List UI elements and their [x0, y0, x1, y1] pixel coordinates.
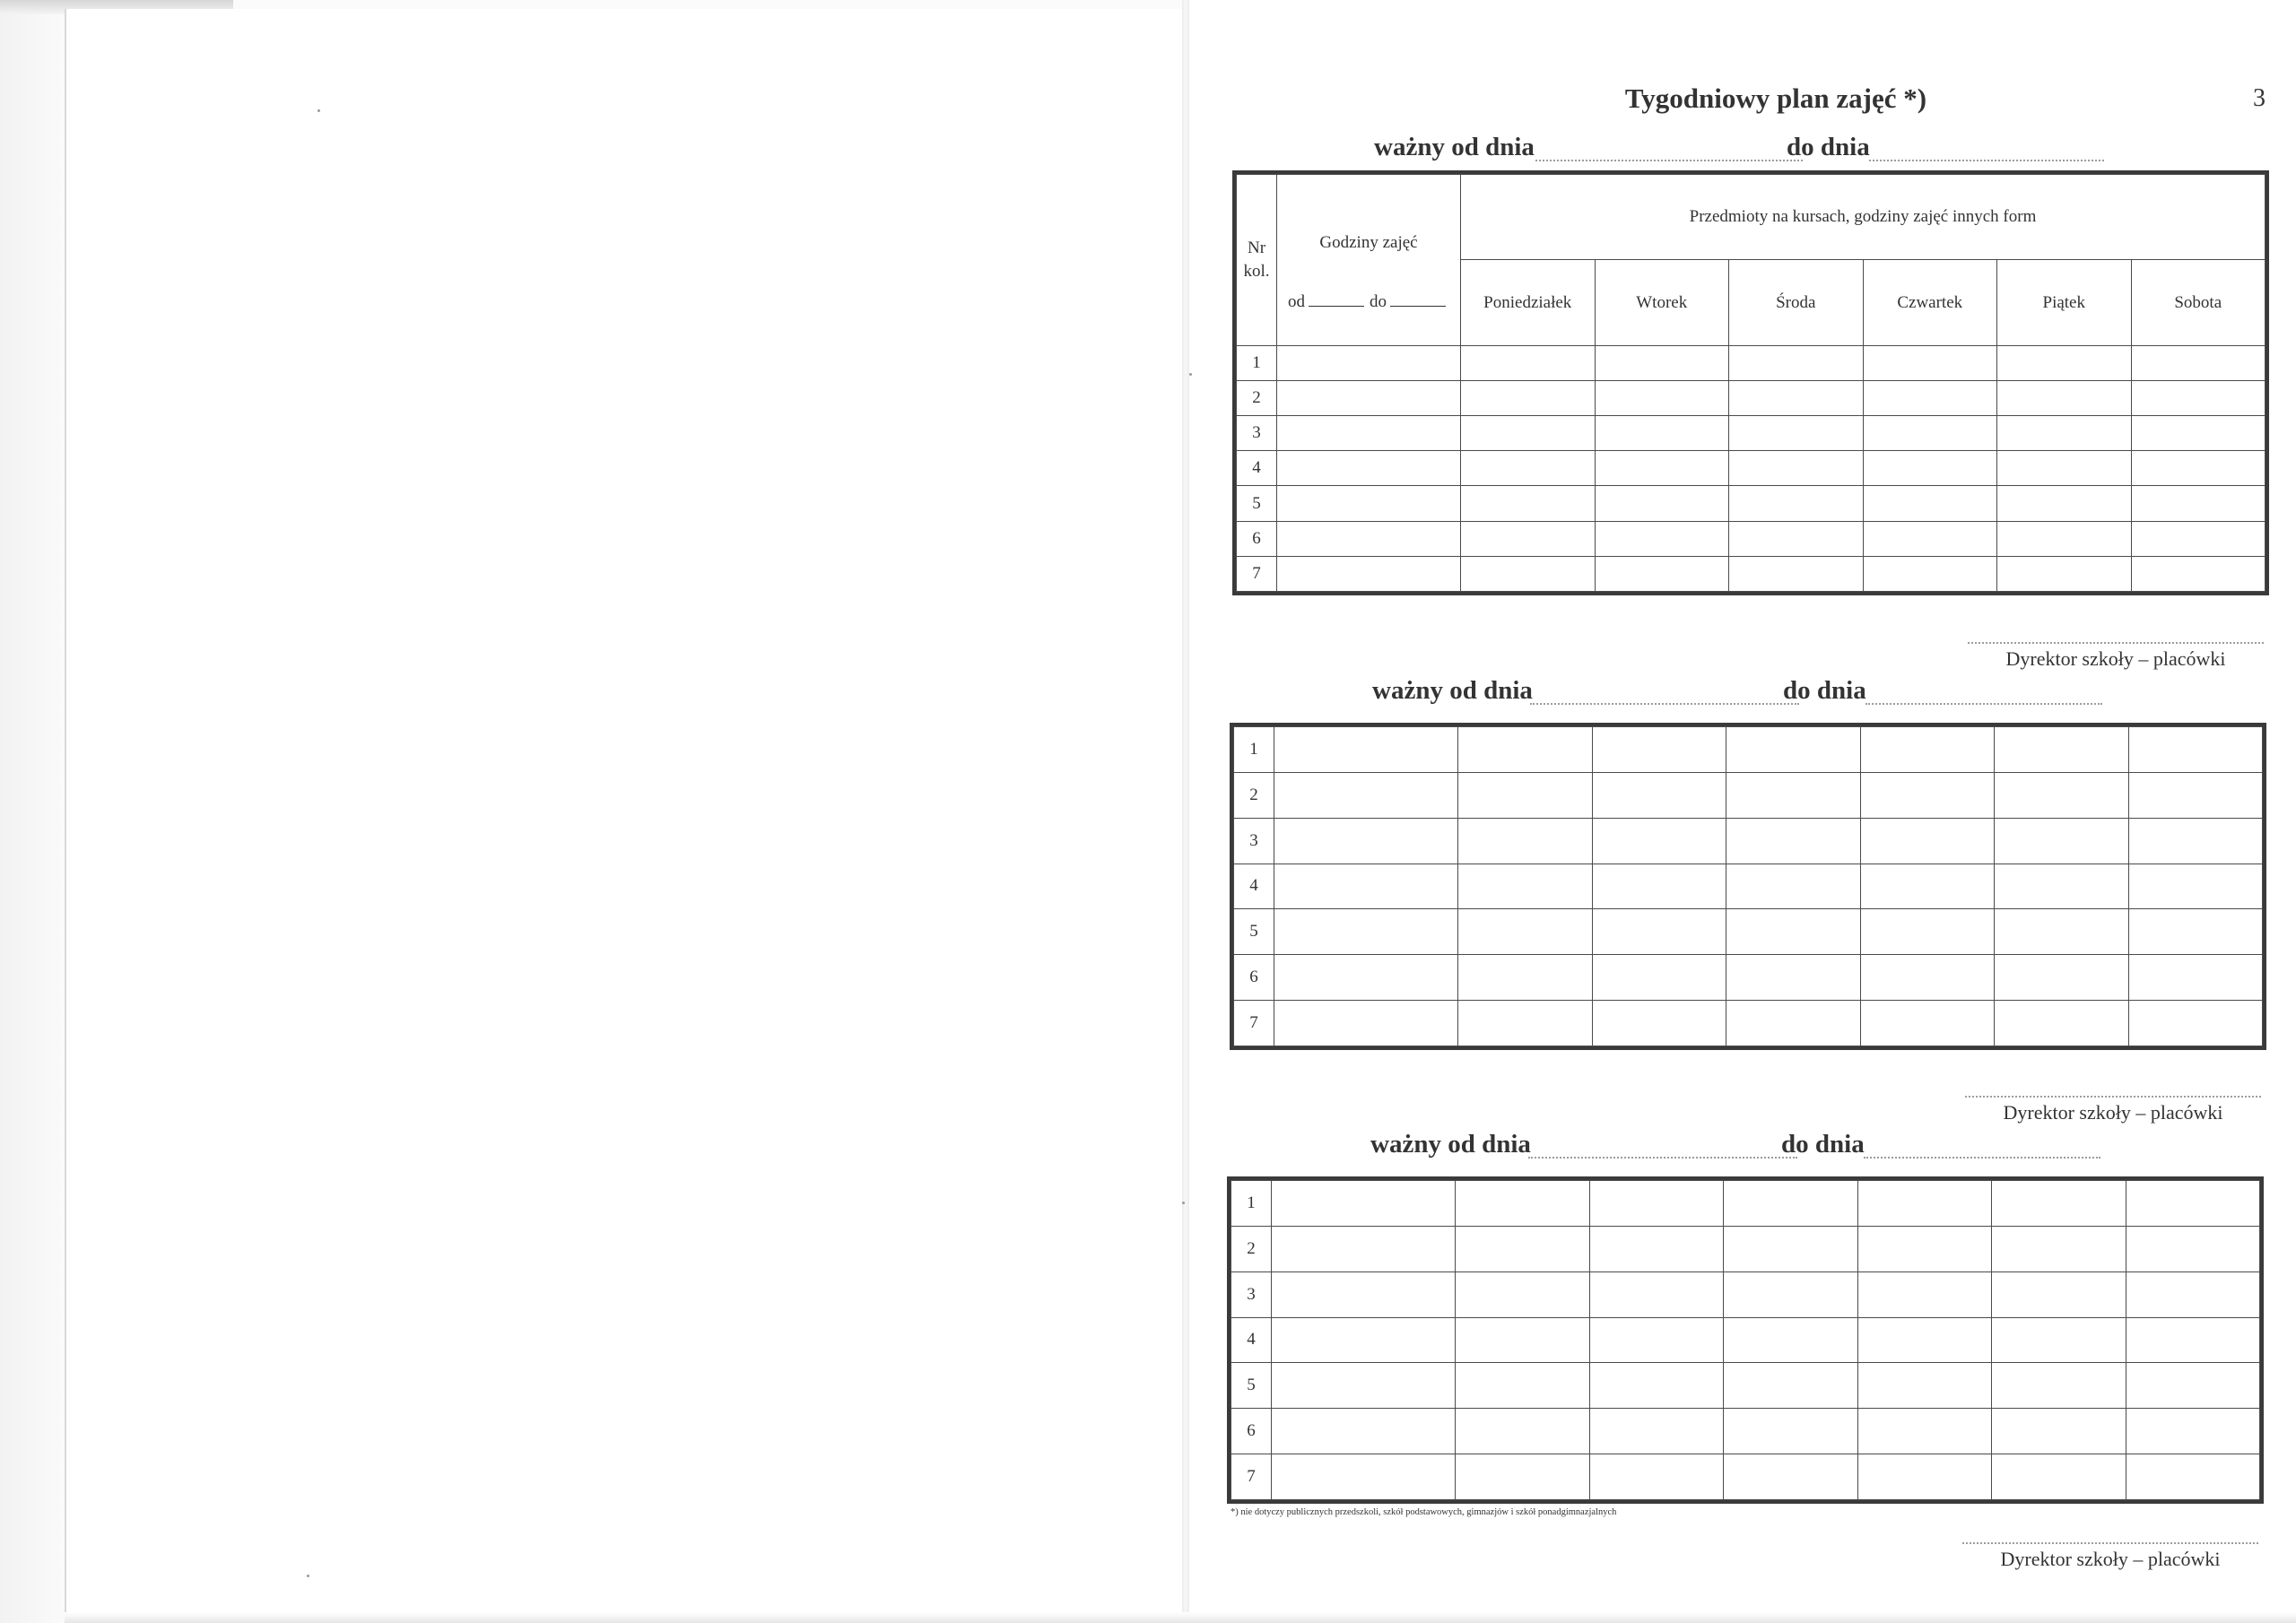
subject-cell[interactable]: [1860, 909, 1995, 955]
subject-cell[interactable]: [1458, 864, 1593, 909]
table-row: [1237, 451, 2266, 486]
subject-cell[interactable]: [1592, 909, 1726, 955]
subject-cell[interactable]: [1458, 909, 1593, 955]
row-number: 3: [1237, 416, 1277, 451]
subject-cell[interactable]: [1456, 1409, 1590, 1454]
subject-cell[interactable]: [1997, 486, 2132, 521]
table-row: [1237, 380, 2266, 415]
subject-cell[interactable]: [1589, 1454, 1724, 1500]
subject-cell[interactable]: [2128, 864, 2263, 909]
table-row: [1231, 1409, 2260, 1454]
subject-cell[interactable]: [1863, 521, 1997, 556]
subject-cell[interactable]: [1724, 1181, 1858, 1227]
row-number: 1: [1231, 1181, 1272, 1227]
subject-cell[interactable]: [1589, 1226, 1724, 1271]
subject-cell[interactable]: [1729, 556, 1864, 591]
subject-cell[interactable]: [1863, 380, 1997, 415]
valid-from-label: ważny od dnia: [1372, 676, 1533, 705]
row-number: 1: [1237, 345, 1277, 380]
row-number: 7: [1231, 1454, 1272, 1500]
validity-line-1: [1374, 133, 2163, 169]
hours-to-field[interactable]: [1390, 306, 1446, 307]
schedule-table-3: [1227, 1176, 2264, 1504]
subjects-header: Przedmioty na kursach, godziny zajęć innych form: [1461, 175, 2266, 260]
subject-cell[interactable]: [1726, 727, 1861, 773]
subject-cell[interactable]: [1995, 818, 2129, 864]
schedule-table-2: [1230, 723, 2266, 1050]
signature-line[interactable]: [1965, 1096, 2261, 1098]
director-signature-3: [1962, 1542, 2258, 1571]
table-row: [1234, 727, 2263, 773]
subject-cell[interactable]: [1857, 1181, 1992, 1227]
table-row: [1234, 818, 2263, 864]
subject-cell[interactable]: [1458, 727, 1593, 773]
hours-cell[interactable]: [1272, 1271, 1456, 1317]
table-row: [1234, 1001, 2263, 1046]
subject-cell[interactable]: [1863, 416, 1997, 451]
subject-cell[interactable]: [1456, 1226, 1590, 1271]
subject-cell[interactable]: [2131, 345, 2266, 380]
hours-cell[interactable]: [1277, 521, 1461, 556]
subject-cell[interactable]: [2128, 727, 2263, 773]
row-number: 4: [1234, 864, 1274, 909]
table-row: [1237, 486, 2266, 521]
subject-cell[interactable]: [1595, 486, 1729, 521]
subject-cell[interactable]: [1456, 1181, 1590, 1227]
subject-cell[interactable]: [1997, 380, 2132, 415]
hours-cell[interactable]: [1274, 818, 1458, 864]
table-row: [1231, 1363, 2260, 1409]
subject-cell[interactable]: [1458, 955, 1593, 1001]
row-number: 5: [1231, 1363, 1272, 1409]
subject-cell[interactable]: [1995, 955, 2129, 1001]
valid-to-field[interactable]: [1864, 1157, 2100, 1159]
subject-cell[interactable]: [1860, 1001, 1995, 1046]
subject-cell[interactable]: [1863, 345, 1997, 380]
hours-cell[interactable]: [1274, 727, 1458, 773]
table-row: [1231, 1317, 2260, 1363]
subject-cell[interactable]: [1461, 345, 1596, 380]
subject-cell[interactable]: [1726, 818, 1861, 864]
subject-cell[interactable]: [1724, 1317, 1858, 1363]
hours-cell[interactable]: [1272, 1317, 1456, 1363]
subject-cell[interactable]: [1724, 1226, 1858, 1271]
subject-cell[interactable]: [1995, 772, 2129, 818]
row-number: 4: [1231, 1317, 1272, 1363]
subject-cell[interactable]: [1729, 521, 1864, 556]
subject-cell[interactable]: [1589, 1271, 1724, 1317]
subject-cell[interactable]: [1595, 556, 1729, 591]
subject-cell[interactable]: [1461, 521, 1596, 556]
subject-cell[interactable]: [1458, 1001, 1593, 1046]
subject-cell[interactable]: [2126, 1317, 2260, 1363]
row-number: 6: [1234, 955, 1274, 1001]
hours-cell[interactable]: [1277, 451, 1461, 486]
hours-cell[interactable]: [1272, 1409, 1456, 1454]
row-number: 7: [1237, 556, 1277, 591]
subject-cell[interactable]: [1724, 1271, 1858, 1317]
subject-cell[interactable]: [1863, 556, 1997, 591]
row-number: 4: [1237, 451, 1277, 486]
subject-cell[interactable]: [1595, 416, 1729, 451]
hours-from-field[interactable]: [1309, 306, 1364, 307]
hours-cell[interactable]: [1274, 909, 1458, 955]
hours-cell[interactable]: [1272, 1363, 1456, 1409]
table-row: [1231, 1454, 2260, 1500]
bottom-page-edge: [65, 1612, 2296, 1623]
subject-cell[interactable]: [2131, 486, 2266, 521]
table-row: [1234, 955, 2263, 1001]
page-title: Tygodniowy plan zajęć *): [1624, 82, 1927, 114]
row-number: 6: [1231, 1409, 1272, 1454]
day-header-saturday: Sobota: [2131, 260, 2266, 345]
table-row: [1237, 345, 2266, 380]
hours-column-header: Godziny zajęć: [1277, 175, 1461, 260]
table-row: [1237, 556, 2266, 591]
row-number: 2: [1237, 380, 1277, 415]
hours-cell[interactable]: [1274, 772, 1458, 818]
subject-cell[interactable]: [1729, 380, 1864, 415]
table-row: [1231, 1181, 2260, 1227]
subject-cell[interactable]: [1860, 864, 1995, 909]
row-number: 5: [1237, 486, 1277, 521]
hours-cell[interactable]: [1277, 416, 1461, 451]
row-number: 6: [1237, 521, 1277, 556]
subject-cell[interactable]: [2131, 451, 2266, 486]
table-row: [1237, 521, 2266, 556]
subject-cell[interactable]: [2128, 772, 2263, 818]
scan-speck: [317, 109, 320, 112]
subject-cell[interactable]: [1461, 451, 1596, 486]
table-row: [1234, 909, 2263, 955]
subject-cell[interactable]: [1857, 1409, 1992, 1454]
subject-cell[interactable]: [1461, 416, 1596, 451]
table-row: [1237, 416, 2266, 451]
row-number: 7: [1234, 1001, 1274, 1046]
valid-to-field[interactable]: [1866, 703, 2102, 705]
subject-cell[interactable]: [1860, 818, 1995, 864]
subject-cell[interactable]: [1595, 345, 1729, 380]
table-row: [1231, 1226, 2260, 1271]
subject-cell[interactable]: [2131, 416, 2266, 451]
subject-cell[interactable]: [2131, 521, 2266, 556]
scan-speck: [1189, 373, 1192, 376]
subject-cell[interactable]: [1729, 486, 1864, 521]
signature-label: Dyrektor szkoły – placówki: [2005, 647, 2226, 670]
subject-cell[interactable]: [1860, 955, 1995, 1001]
valid-to-label: do dnia: [1787, 133, 1870, 161]
subject-cell[interactable]: [1992, 1181, 2126, 1227]
subject-cell[interactable]: [1997, 345, 2132, 380]
subject-cell[interactable]: [1992, 1363, 2126, 1409]
row-number: 5: [1234, 909, 1274, 955]
subject-cell[interactable]: [1724, 1363, 1858, 1409]
hours-cell[interactable]: [1277, 380, 1461, 415]
validity-line-2: [1372, 676, 2161, 712]
subject-cell[interactable]: [1997, 556, 2132, 591]
subject-cell[interactable]: [1595, 451, 1729, 486]
subject-cell[interactable]: [1997, 521, 2132, 556]
subject-cell[interactable]: [1992, 1454, 2126, 1500]
book-gutter: [1182, 0, 1189, 1623]
subject-cell[interactable]: [2126, 1363, 2260, 1409]
subject-cell[interactable]: [2128, 955, 2263, 1001]
subject-cell[interactable]: [1857, 1271, 1992, 1317]
subject-cell[interactable]: [1461, 556, 1596, 591]
subject-cell[interactable]: [2126, 1226, 2260, 1271]
subject-cell[interactable]: [1589, 1181, 1724, 1227]
signature-line[interactable]: [1962, 1542, 2258, 1544]
subject-cell[interactable]: [1857, 1363, 1992, 1409]
hours-cell[interactable]: [1274, 1001, 1458, 1046]
left-blank-page: [65, 9, 1187, 1619]
subject-cell[interactable]: [2126, 1181, 2260, 1227]
director-signature-2: [1965, 1096, 2261, 1124]
subject-cell[interactable]: [1589, 1409, 1724, 1454]
subject-cell[interactable]: [1992, 1226, 2126, 1271]
schedule-table-1: [1232, 170, 2269, 595]
day-header-thursday: Czwartek: [1863, 260, 1997, 345]
subject-cell[interactable]: [1860, 727, 1995, 773]
subject-cell[interactable]: [1992, 1409, 2126, 1454]
subject-cell[interactable]: [2131, 556, 2266, 591]
subject-cell[interactable]: [1456, 1317, 1590, 1363]
subject-cell[interactable]: [1995, 727, 2129, 773]
signature-line[interactable]: [1968, 642, 2264, 644]
subject-cell[interactable]: [1592, 772, 1726, 818]
hours-cell[interactable]: [1277, 486, 1461, 521]
subject-cell[interactable]: [1995, 1001, 2129, 1046]
subject-cell[interactable]: [1997, 416, 2132, 451]
left-page-edge: [0, 0, 65, 1623]
valid-from-field[interactable]: [1528, 1157, 1797, 1159]
hours-cell[interactable]: [1272, 1226, 1456, 1271]
footnote: *) nie dotyczy publicznych przedszkoli, szkół podstawowych, gimnazjów i szkół ponadgimnazjalnych: [1231, 1507, 1617, 1517]
hours-cell[interactable]: [1274, 864, 1458, 909]
subject-cell[interactable]: [1726, 772, 1861, 818]
director-signature-1: [1968, 642, 2264, 671]
subject-cell[interactable]: [1461, 486, 1596, 521]
day-header-tuesday: Wtorek: [1595, 260, 1729, 345]
subject-cell[interactable]: [1857, 1226, 1992, 1271]
subject-cell[interactable]: [1592, 864, 1726, 909]
row-number: 2: [1234, 772, 1274, 818]
hours-cell[interactable]: [1272, 1181, 1456, 1227]
subject-cell[interactable]: [1995, 864, 2129, 909]
subject-cell[interactable]: [1592, 955, 1726, 1001]
subject-cell[interactable]: [1456, 1454, 1590, 1500]
subject-cell[interactable]: [1860, 772, 1995, 818]
subject-cell[interactable]: [1726, 909, 1861, 955]
day-header-friday: Piątek: [1997, 260, 2132, 345]
subject-cell[interactable]: [1595, 380, 1729, 415]
scan-speck: [1182, 1202, 1185, 1204]
subject-cell[interactable]: [1589, 1363, 1724, 1409]
nr-column-header: Nr kol.: [1237, 175, 1277, 346]
subject-cell[interactable]: [1729, 345, 1864, 380]
subject-cell[interactable]: [1857, 1454, 1992, 1500]
subject-cell[interactable]: [1724, 1409, 1858, 1454]
subject-cell[interactable]: [1992, 1271, 2126, 1317]
subject-cell[interactable]: [1997, 451, 2132, 486]
signature-label: Dyrektor szkoły – placówki: [2000, 1548, 2221, 1570]
subject-cell[interactable]: [1456, 1271, 1590, 1317]
subject-cell[interactable]: [1592, 1001, 1726, 1046]
table-row: [1231, 1271, 2260, 1317]
subject-cell[interactable]: [1456, 1363, 1590, 1409]
row-number: 3: [1234, 818, 1274, 864]
row-number: 1: [1234, 727, 1274, 773]
hours-cell[interactable]: [1274, 955, 1458, 1001]
page-number: 3: [2253, 84, 2266, 112]
subject-cell[interactable]: [2126, 1409, 2260, 1454]
subject-cell[interactable]: [1857, 1317, 1992, 1363]
valid-from-label: ważny od dnia: [1374, 133, 1535, 161]
subject-cell[interactable]: [1729, 416, 1864, 451]
scan-speck: [307, 1575, 309, 1577]
subject-cell[interactable]: [1863, 451, 1997, 486]
valid-to-field[interactable]: [1869, 160, 2104, 161]
subject-cell[interactable]: [1589, 1317, 1724, 1363]
subject-cell[interactable]: [1726, 864, 1861, 909]
day-header-wednesday: Środa: [1729, 260, 1864, 345]
subject-cell[interactable]: [1992, 1317, 2126, 1363]
hours-cell[interactable]: [1272, 1454, 1456, 1500]
subject-cell[interactable]: [2128, 909, 2263, 955]
subject-cell[interactable]: [1995, 909, 2129, 955]
valid-from-field[interactable]: [1535, 160, 1803, 161]
hours-from-to: [1277, 260, 1461, 345]
subject-cell[interactable]: [1595, 521, 1729, 556]
subject-cell[interactable]: [1729, 451, 1864, 486]
subject-cell[interactable]: [1726, 955, 1861, 1001]
subject-cell[interactable]: [1461, 380, 1596, 415]
validity-line-3: [1370, 1130, 2160, 1166]
subject-cell[interactable]: [2126, 1454, 2260, 1500]
hours-from-label: od: [1288, 292, 1305, 312]
subject-cell[interactable]: [1458, 818, 1593, 864]
table-row: [1234, 864, 2263, 909]
valid-to-label: do dnia: [1783, 676, 1866, 705]
hours-cell[interactable]: [1277, 345, 1461, 380]
subject-cell[interactable]: [1724, 1454, 1858, 1500]
subject-cell[interactable]: [2128, 818, 2263, 864]
subject-cell[interactable]: [1592, 818, 1726, 864]
valid-to-label: do dnia: [1781, 1130, 1865, 1159]
subject-cell[interactable]: [2126, 1271, 2260, 1317]
valid-from-label: ważny od dnia: [1370, 1130, 1531, 1159]
subject-cell[interactable]: [1592, 727, 1726, 773]
subject-cell[interactable]: [1863, 486, 1997, 521]
day-header-monday: Poniedziałek: [1461, 260, 1596, 345]
row-number: 3: [1231, 1271, 1272, 1317]
subject-cell[interactable]: [2131, 380, 2266, 415]
subject-cell[interactable]: [1458, 772, 1593, 818]
hours-to-label: do: [1370, 292, 1387, 312]
valid-from-field[interactable]: [1530, 703, 1799, 705]
hours-cell[interactable]: [1277, 556, 1461, 591]
subject-cell[interactable]: [2128, 1001, 2263, 1046]
table-row: [1234, 772, 2263, 818]
signature-label: Dyrektor szkoły – placówki: [2003, 1101, 2223, 1124]
subject-cell[interactable]: [1726, 1001, 1861, 1046]
row-number: 2: [1231, 1226, 1272, 1271]
